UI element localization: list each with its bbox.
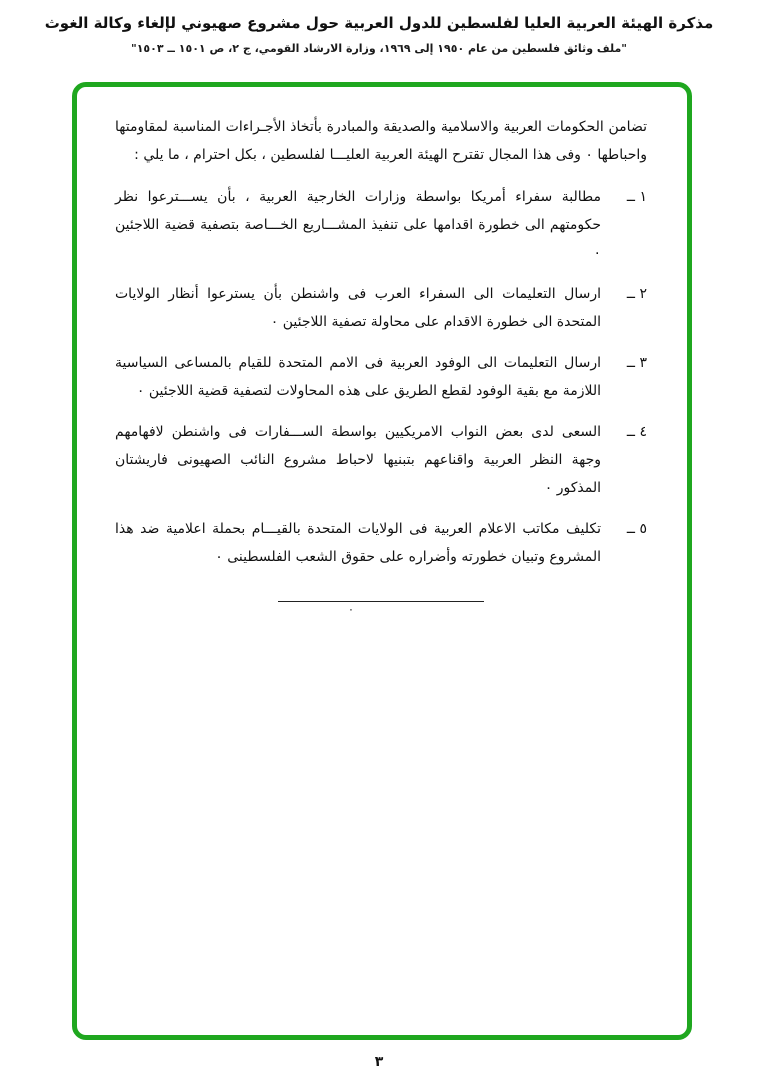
document-body — [77, 87, 687, 616]
item-text: تكليف مكاتب الاعلام العربية فى الولايات المتحدة بالقيـــام بحملة اعلامية ضد هذا المشروع وتبيان خطورته وأضراره على حقوق الشعب الفلسطينى ٠ — [115, 521, 601, 565]
page-footer — [0, 1054, 758, 1070]
document-title: مذكرة الهيئة العربية العليا لفلسطين للدول العربية حول مشروع صهيوني لإلغاء وكالة الغوث — [44, 14, 714, 32]
list-item — [115, 349, 647, 405]
page-number: ٣ — [374, 1054, 384, 1070]
item-number: ٢ ــ — [626, 286, 647, 302]
list-item — [115, 183, 647, 267]
item-number: ١ ــ — [626, 189, 647, 205]
intro-paragraph: تضامن الحكومات العربية والاسلامية والصديقة والمبادرة بأتخاذ الأجـراءات المناسبة لمقاومتها واحباطها ٠ وفى هذا المجال تقترح الهيئة العربية العليـــا لفلسطين ، بكل احترام ، ما يلي : — [115, 119, 647, 163]
list-item — [115, 515, 647, 571]
item-number: ٣ ــ — [626, 355, 647, 371]
document-subtitle: "ملف وثائق فلسطين من عام ١٩٥٠ إلى ١٩٦٩، وزارة الارشاد القومي، ج ٢، ص ١٥٠١ ــ ١٥٠٣" — [130, 41, 627, 55]
item-text: ارسال التعليمات الى الوفود العربية فى الامم المتحدة للقيام بالمساعى السياسية اللازمة مع بقية الوفود لقطع الطريق على هذه المحاولات لتصفية قضية اللاجئين ٠ — [115, 355, 601, 399]
content-frame — [72, 82, 692, 1040]
list-item — [115, 418, 647, 502]
item-text: مطالبة سفراء أمريكا بواسطة وزارات الخارجية العربية ، بأن يســـترعوا نظر حكومتهم الى خطورة اقدامها على تنفيذ المشـــاريع الخـــاصة بتصفية قضية اللاجئين ٠ — [115, 189, 601, 261]
item-text: ارسال التعليمات الى السفراء العرب فى واشنطن بأن يسترعوا أنظار الولايات المتحدة الى خطورة الاقدام على محاولة تصفية اللاجئين ٠ — [115, 286, 601, 330]
item-number: ٤ ــ — [626, 424, 647, 440]
section-divider — [115, 601, 647, 616]
divider-mark: ٠ — [348, 603, 354, 616]
list-item — [115, 280, 647, 336]
document-header — [0, 0, 758, 55]
numbered-list — [115, 183, 647, 571]
item-number: ٥ ــ — [626, 521, 647, 537]
item-text: السعى لدى بعض النواب الامريكيين بواسطة الســـفارات فى واشنطن لافهامهم وجهة النظر العربية واقناعهم بتبنيها لاحباط مشروع النائب الصهيونى فاريشتان المذكور ٠ — [115, 424, 601, 496]
divider-line — [278, 601, 484, 602]
